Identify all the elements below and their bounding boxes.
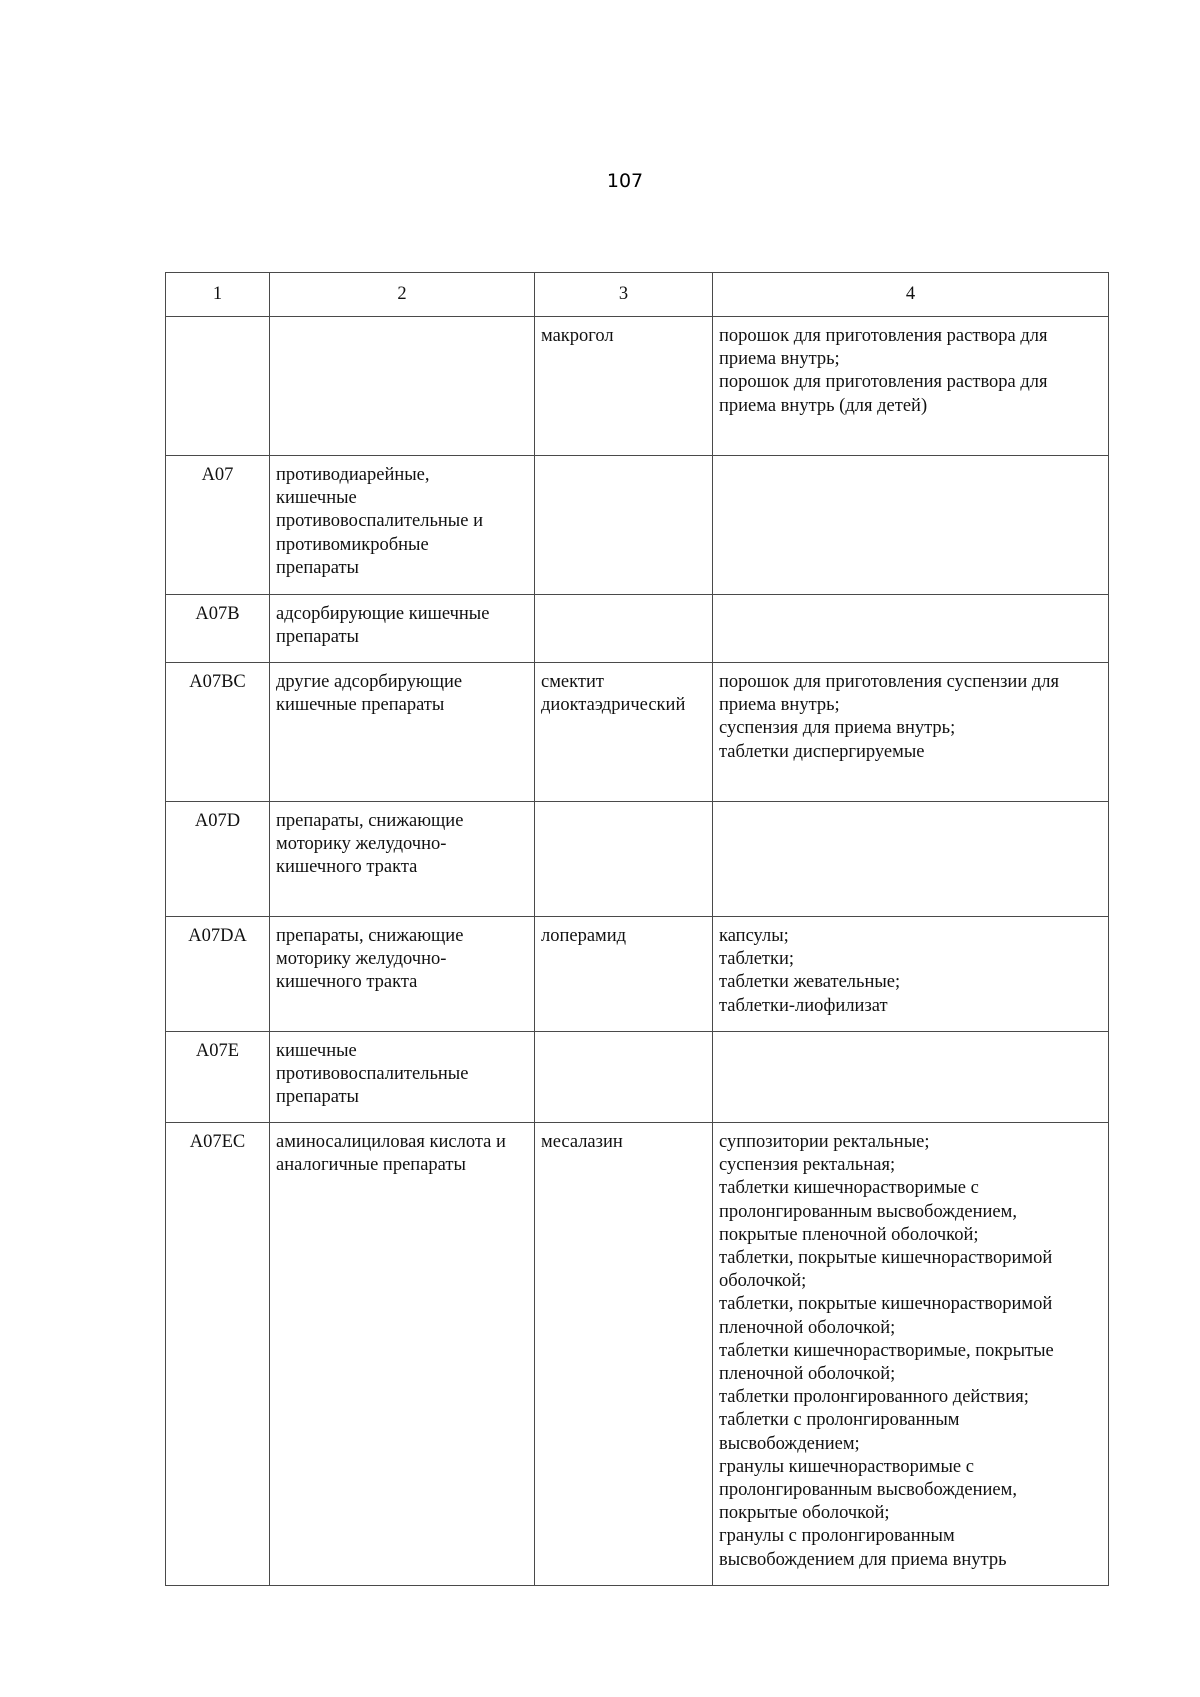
table-row: [166, 595, 1109, 663]
substance-cell: макрогол: [535, 317, 713, 456]
column-header: 2: [270, 273, 535, 317]
column-header: 3: [535, 273, 713, 317]
substance-cell: лоперамид: [535, 917, 713, 1032]
atc-code-cell: A07EC: [166, 1123, 270, 1586]
group-cell: препараты, снижающие моторику желудочно- кишечного тракта: [270, 802, 535, 917]
table-row: [166, 1123, 1109, 1586]
substance-cell: [535, 456, 713, 595]
table-row: [166, 802, 1109, 917]
table-row: [166, 917, 1109, 1032]
dosage-forms-cell: порошок для приготовления суспензии для приема внутрь; суспензия для приема внутрь; таблетки диспергируемые: [713, 663, 1109, 802]
table-row: [166, 1032, 1109, 1123]
group-cell: противодиарейные, кишечные противовоспалительные и противомикробные препараты: [270, 456, 535, 595]
dosage-forms-cell: [713, 1032, 1109, 1123]
group-cell: адсорбирующие кишечные препараты: [270, 595, 535, 663]
table-row: [166, 456, 1109, 595]
atc-code-cell: A07D: [166, 802, 270, 917]
dosage-forms-cell: [713, 456, 1109, 595]
atc-code-cell: A07BC: [166, 663, 270, 802]
dosage-forms-cell: порошок для приготовления раствора для приема внутрь; порошок для приготовления раствора для приема внутрь (для детей): [713, 317, 1109, 456]
atc-code-cell: A07: [166, 456, 270, 595]
group-cell: другие адсорбирующие кишечные препараты: [270, 663, 535, 802]
table-row: [166, 663, 1109, 802]
dosage-forms-cell: [713, 595, 1109, 663]
column-header: 4: [713, 273, 1109, 317]
atc-code-cell: A07E: [166, 1032, 270, 1123]
substance-cell: месалазин: [535, 1123, 713, 1586]
atc-code-cell: [166, 317, 270, 456]
group-cell: аминосалициловая кислота и аналогичные препараты: [270, 1123, 535, 1586]
substance-cell: смектит диоктаэдрический: [535, 663, 713, 802]
atc-code-cell: A07B: [166, 595, 270, 663]
group-cell: кишечные противовоспалительные препараты: [270, 1032, 535, 1123]
dosage-forms-cell: [713, 802, 1109, 917]
substance-cell: [535, 595, 713, 663]
atc-code-cell: A07DA: [166, 917, 270, 1032]
table-row: [166, 317, 1109, 456]
substance-cell: [535, 802, 713, 917]
group-cell: [270, 317, 535, 456]
table-header-row: [166, 273, 1109, 317]
column-header: 1: [166, 273, 270, 317]
drug-table: [165, 272, 1109, 1586]
dosage-forms-cell: капсулы; таблетки; таблетки жевательные; таблетки-лиофилизат: [713, 917, 1109, 1032]
page-number: 107: [606, 170, 644, 192]
group-cell: препараты, снижающие моторику желудочно- кишечного тракта: [270, 917, 535, 1032]
substance-cell: [535, 1032, 713, 1123]
dosage-forms-cell: суппозитории ректальные; суспензия ректальная; таблетки кишечнорастворимые с пролонгированным высвобождением, покрытые пленочной оболочкой; таблетки, покрытые кишечнорастворимой оболочкой; таблетки, покрытые кишечнорастворимой пленочной оболочкой; таблетки кишечнорастворимые, покрытые пленочной оболочкой; таблетки пролонгированного действия; таблетки с пролонгированным высвобождением; гранулы кишечнорастворимые с пролонгированным высвобождением, покрытые оболочкой; гранулы с пролонгированным высвобождением для приема внутрь: [713, 1123, 1109, 1586]
